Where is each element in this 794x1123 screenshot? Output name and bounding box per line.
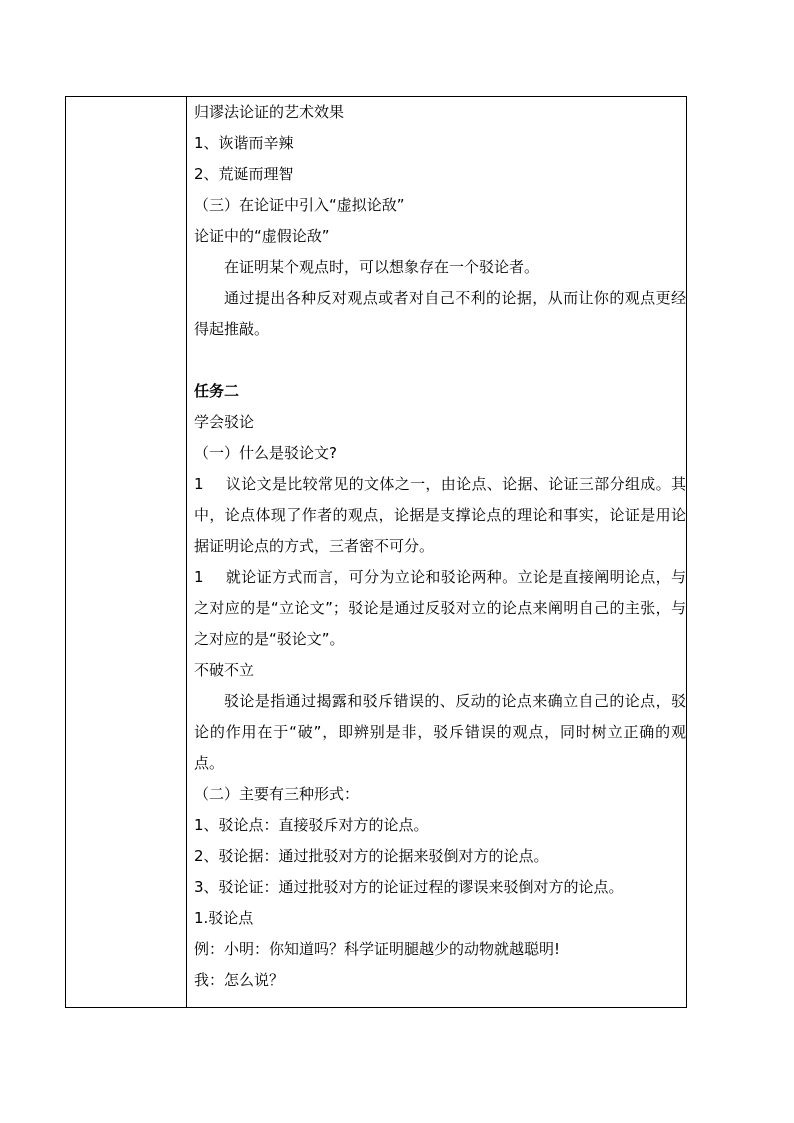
section-heading: 1.驳论点 <box>194 909 254 927</box>
paragraph-text: 就论证方式而言，可分为立论和驳论两种。立论是直接阐明论点，与之对应的是“立论文”；驳论是通过反驳对立的论点来阐明自己的主张，与之对应的是“驳论文”。 <box>194 568 686 648</box>
table-left-column <box>66 97 187 1007</box>
subsection-heading: （二）主要有三种形式： <box>194 785 360 803</box>
paragraph-number: 1 <box>194 568 204 586</box>
table-right-column <box>187 97 686 1007</box>
list-item: 2、荒诞而理智 <box>194 165 294 183</box>
paragraph: 通过提出各种反对观点或者对自己不利的论据，从而让你的观点更经得起推敲。 <box>194 289 686 338</box>
example-line: 我：怎么说？ <box>194 971 285 989</box>
list-item: 3、驳论证：通过批驳对方的论证过程的谬误来驳倒对方的论点。 <box>194 878 624 896</box>
paragraph: 在证明某个观点时，可以想象存在一个驳论者。 <box>224 258 540 276</box>
paragraph-text: 议论文是比较常见的文体之一，由论点、论据、论证三部分组成。其中，论点体现了作者的观点，论据是支撑论点的理论和事实，论证是用论据证明论点的方式，三者密不可分。 <box>194 475 686 555</box>
paragraph: 驳论是指通过揭露和驳斥错误的、反动的论点来确立自己的论点，驳论的作用在于“破”，即辨别是非，驳斥错误的观点，同时树立正确的观点。 <box>194 692 686 772</box>
section-heading: 论证中的“虚假论敌” <box>194 227 330 245</box>
section-heading: 不破不立 <box>194 661 255 679</box>
list-item: 2、驳论据：通过批驳对方的论据来驳倒对方的论点。 <box>194 847 549 865</box>
example-line: 例：小明：你知道吗？科学证明腿越少的动物就越聪明! <box>194 940 561 958</box>
numbered-paragraph <box>194 469 686 562</box>
subsection-heading: （一）什么是驳论文? <box>194 444 337 462</box>
numbered-paragraph <box>194 562 686 655</box>
list-item: 1、驳论点：直接驳斥对方的论点。 <box>194 816 429 834</box>
section-heading: 归谬法论证的艺术效果 <box>194 103 345 121</box>
content-table <box>65 96 687 1008</box>
section-heading: 学会驳论 <box>194 413 255 431</box>
task-heading: 任务二 <box>194 382 240 400</box>
paragraph-number: 1 <box>194 475 204 493</box>
blank-line <box>194 345 686 376</box>
list-item: 1、诙谐而辛辣 <box>194 134 294 152</box>
subsection-heading: （三）在论证中引入“虚拟论敌” <box>194 196 405 214</box>
